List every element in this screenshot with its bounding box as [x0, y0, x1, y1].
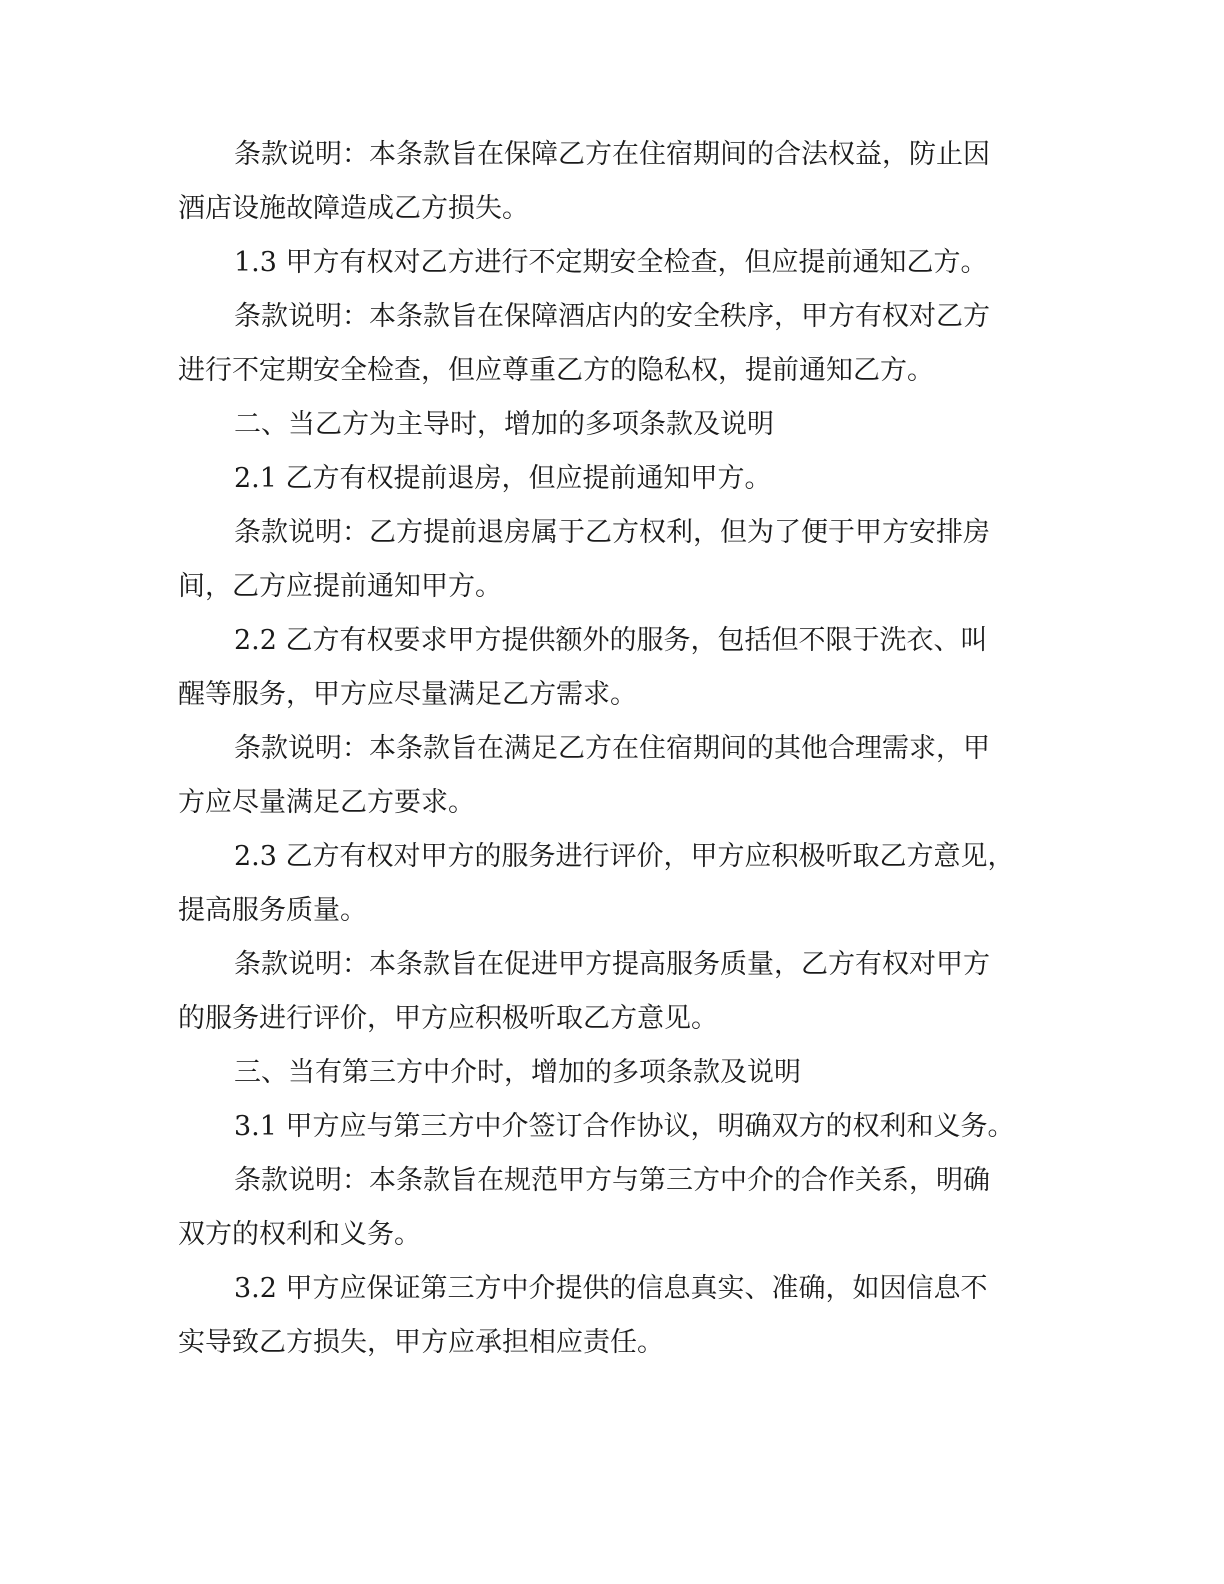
document-body	[178, 128, 1038, 1370]
text-line: 醒等服务，甲方应尽量满足乙方需求。	[178, 679, 637, 710]
text-line: 2.3 乙方有权对甲方的服务进行评价，甲方应积极听取乙方意见，	[234, 841, 1015, 872]
text-line: 实导致乙方损失，甲方应承担相应责任。	[178, 1327, 664, 1358]
text-line: 三、当有第三方中介时，增加的多项条款及说明	[234, 1057, 801, 1088]
text-line: 提高服务质量。	[178, 895, 367, 926]
text-line: 条款说明：本条款旨在满足乙方在住宿期间的其他合理需求，甲	[234, 733, 990, 764]
paragraph-clause-2-1	[178, 452, 1038, 506]
text-line: 进行不定期安全检查，但应尊重乙方的隐私权，提前通知乙方。	[178, 355, 934, 386]
section-heading-2	[178, 398, 1038, 452]
text-line: 3.1 甲方应与第三方中介签订合作协议，明确双方的权利和义务。	[234, 1111, 1015, 1142]
text-line: 条款说明：本条款旨在保障乙方在住宿期间的合法权益，防止因	[234, 139, 990, 170]
text-line: 2.2 乙方有权要求甲方提供额外的服务，包括但不限于洗衣、叫	[234, 625, 988, 656]
text-line: 条款说明：本条款旨在促进甲方提高服务质量，乙方有权对甲方	[234, 949, 990, 980]
paragraph-clause-2-2	[178, 614, 1038, 722]
paragraph-clause-2-3	[178, 830, 1038, 938]
paragraph-clause-note-3-1	[178, 1154, 1038, 1262]
text-line: 2.1 乙方有权提前退房，但应提前通知甲方。	[234, 463, 772, 494]
text-line: 1.3 甲方有权对乙方进行不定期安全检查，但应提前通知乙方。	[234, 247, 988, 278]
section-heading-3	[178, 1046, 1038, 1100]
paragraph-clause-note-1	[178, 128, 1038, 236]
text-line: 3.2 甲方应保证第三方中介提供的信息真实、准确，如因信息不	[234, 1273, 988, 1304]
paragraph-clause-3-1	[178, 1100, 1038, 1154]
paragraph-clause-3-2	[178, 1262, 1038, 1370]
text-line: 条款说明：本条款旨在规范甲方与第三方中介的合作关系，明确	[234, 1165, 990, 1196]
paragraph-clause-note-1-3	[178, 290, 1038, 398]
paragraph-clause-note-2-2	[178, 722, 1038, 830]
text-line: 二、当乙方为主导时，增加的多项条款及说明	[234, 409, 774, 440]
text-line: 酒店设施故障造成乙方损失。	[178, 193, 529, 224]
paragraph-clause-note-2-1	[178, 506, 1038, 614]
paragraph-clause-1-3	[178, 236, 1038, 290]
text-line: 间，乙方应提前通知甲方。	[178, 571, 502, 602]
text-line: 双方的权利和义务。	[178, 1219, 421, 1250]
text-line: 条款说明：乙方提前退房属于乙方权利，但为了便于甲方安排房	[234, 517, 990, 548]
text-line: 条款说明：本条款旨在保障酒店内的安全秩序，甲方有权对乙方	[234, 301, 990, 332]
text-line: 方应尽量满足乙方要求。	[178, 787, 475, 818]
text-line: 的服务进行评价，甲方应积极听取乙方意见。	[178, 1003, 718, 1034]
paragraph-clause-note-2-3	[178, 938, 1038, 1046]
